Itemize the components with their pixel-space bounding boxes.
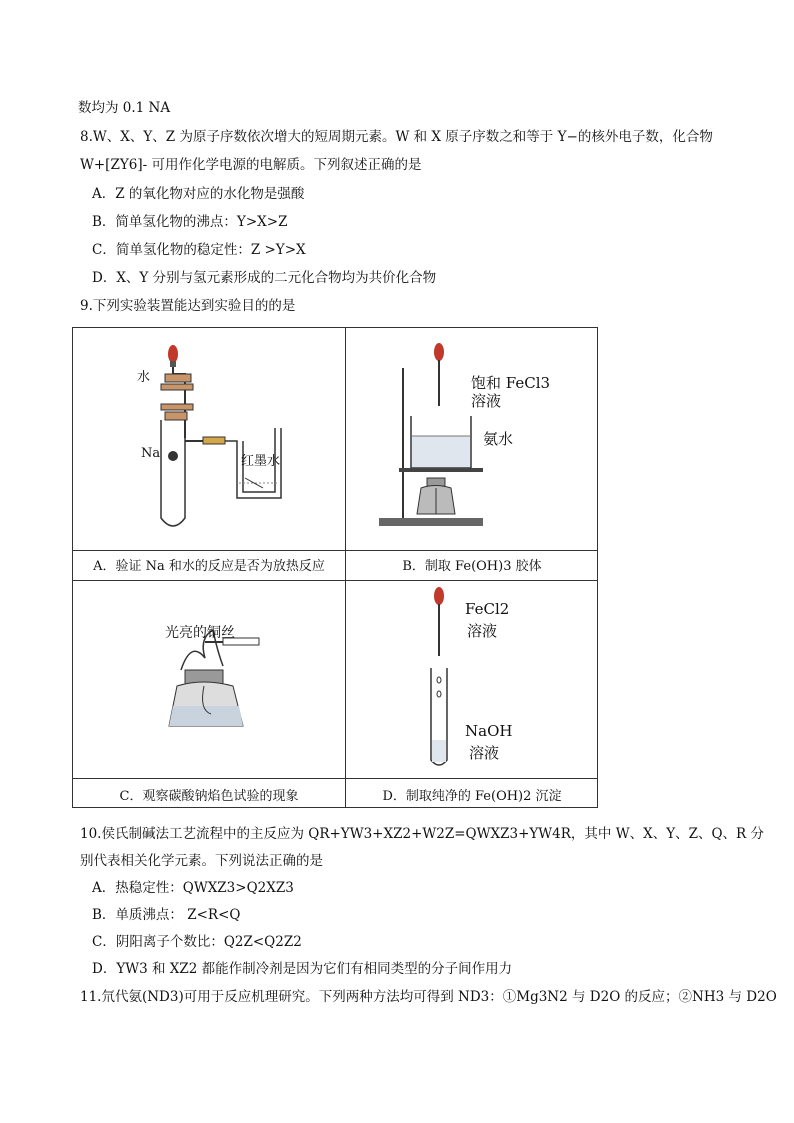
label-solution-d2: 溶液 xyxy=(469,744,500,762)
label-ammonia-water: 氨水 xyxy=(483,430,514,448)
option-b-caption: B．制取 Fe(OH)3 胶体 xyxy=(402,559,542,574)
label-saturated-fecl3: 饱和 FeCl3 xyxy=(471,374,551,392)
label-fecl2: FeCl2 xyxy=(465,600,510,618)
question-8-option-b: B．简单氢化物的沸点：Y>X>Z xyxy=(92,214,288,230)
question-8-stem-2: W+[ZY6]- 可用作化学电源的电解质。下列叙述正确的是 xyxy=(80,157,422,173)
apparatus-c-diagram xyxy=(73,580,345,778)
apparatus-b-diagram xyxy=(345,328,599,550)
question-10-option-d: D．YW3 和 XZ2 都能作制冷剂是因为它们有相同类型的分子间作用力 xyxy=(92,961,513,977)
label-solution-b: 溶液 xyxy=(471,392,502,410)
question-9-stem: 9.下列实验装置能达到实验目的的是 xyxy=(80,298,296,314)
text-line: 数均为 0.1 NA xyxy=(78,100,171,116)
question-10-stem-2: 别代表相关化学元素。下列说法正确的是 xyxy=(80,853,323,869)
label-red-ink: 红墨水 xyxy=(241,454,281,469)
question-8-option-d: D．X、Y 分别与氢元素形成的二元化合物均为共价化合物 xyxy=(92,270,437,286)
question-11-stem: 11.氘代氨(ND3)可用于反应机理研究。下列两种方法均可得到 ND3：①Mg3N2 与 D2O 的反应；②NH3 与 D2O xyxy=(80,989,777,1005)
question-10-option-a: A．热稳定性：QWXZ3>Q2XZ3 xyxy=(92,880,294,896)
question-10-option-c: C．阴阳离子个数比：Q2Z<Q2Z2 xyxy=(92,934,302,950)
question-10-stem: 10.侯氏制碱法工艺流程中的主反应为 QR+YW3+XZ2+W2Z=QWXZ3+YW4R，其中 W、X、Y、Z、Q、R 分 xyxy=(80,826,765,842)
option-a-caption: A．验证 Na 和水的反应是否为放热反应 xyxy=(93,559,325,574)
label-copper-wire: 光亮的铜丝 xyxy=(165,625,235,641)
option-d-caption: D．制取纯净的 Fe(OH)2 沉淀 xyxy=(382,789,562,804)
option-c-caption: C．观察碳酸钠焰色试验的现象 xyxy=(119,789,299,804)
question-9-table xyxy=(72,327,598,808)
question-8-option-a: A．Z 的氧化物对应的水化物是强酸 xyxy=(92,186,305,202)
question-8-stem: 8.W、X、Y、Z 为原子序数依次增大的短周期元素。W 和 X 原子序数之和等于 Y−的核外电子数，化合物 xyxy=(80,129,713,145)
label-water: 水 xyxy=(137,370,151,385)
question-8-option-c: C．简单氢化物的稳定性：Z >Y>X xyxy=(92,242,306,258)
label-naoh: NaOH xyxy=(465,722,513,740)
question-10-option-b: B．单质沸点： Z<R<Q xyxy=(92,907,241,923)
apparatus-a-diagram xyxy=(73,328,345,550)
label-sodium: Na xyxy=(141,446,161,461)
label-solution-d1: 溶液 xyxy=(467,622,498,640)
